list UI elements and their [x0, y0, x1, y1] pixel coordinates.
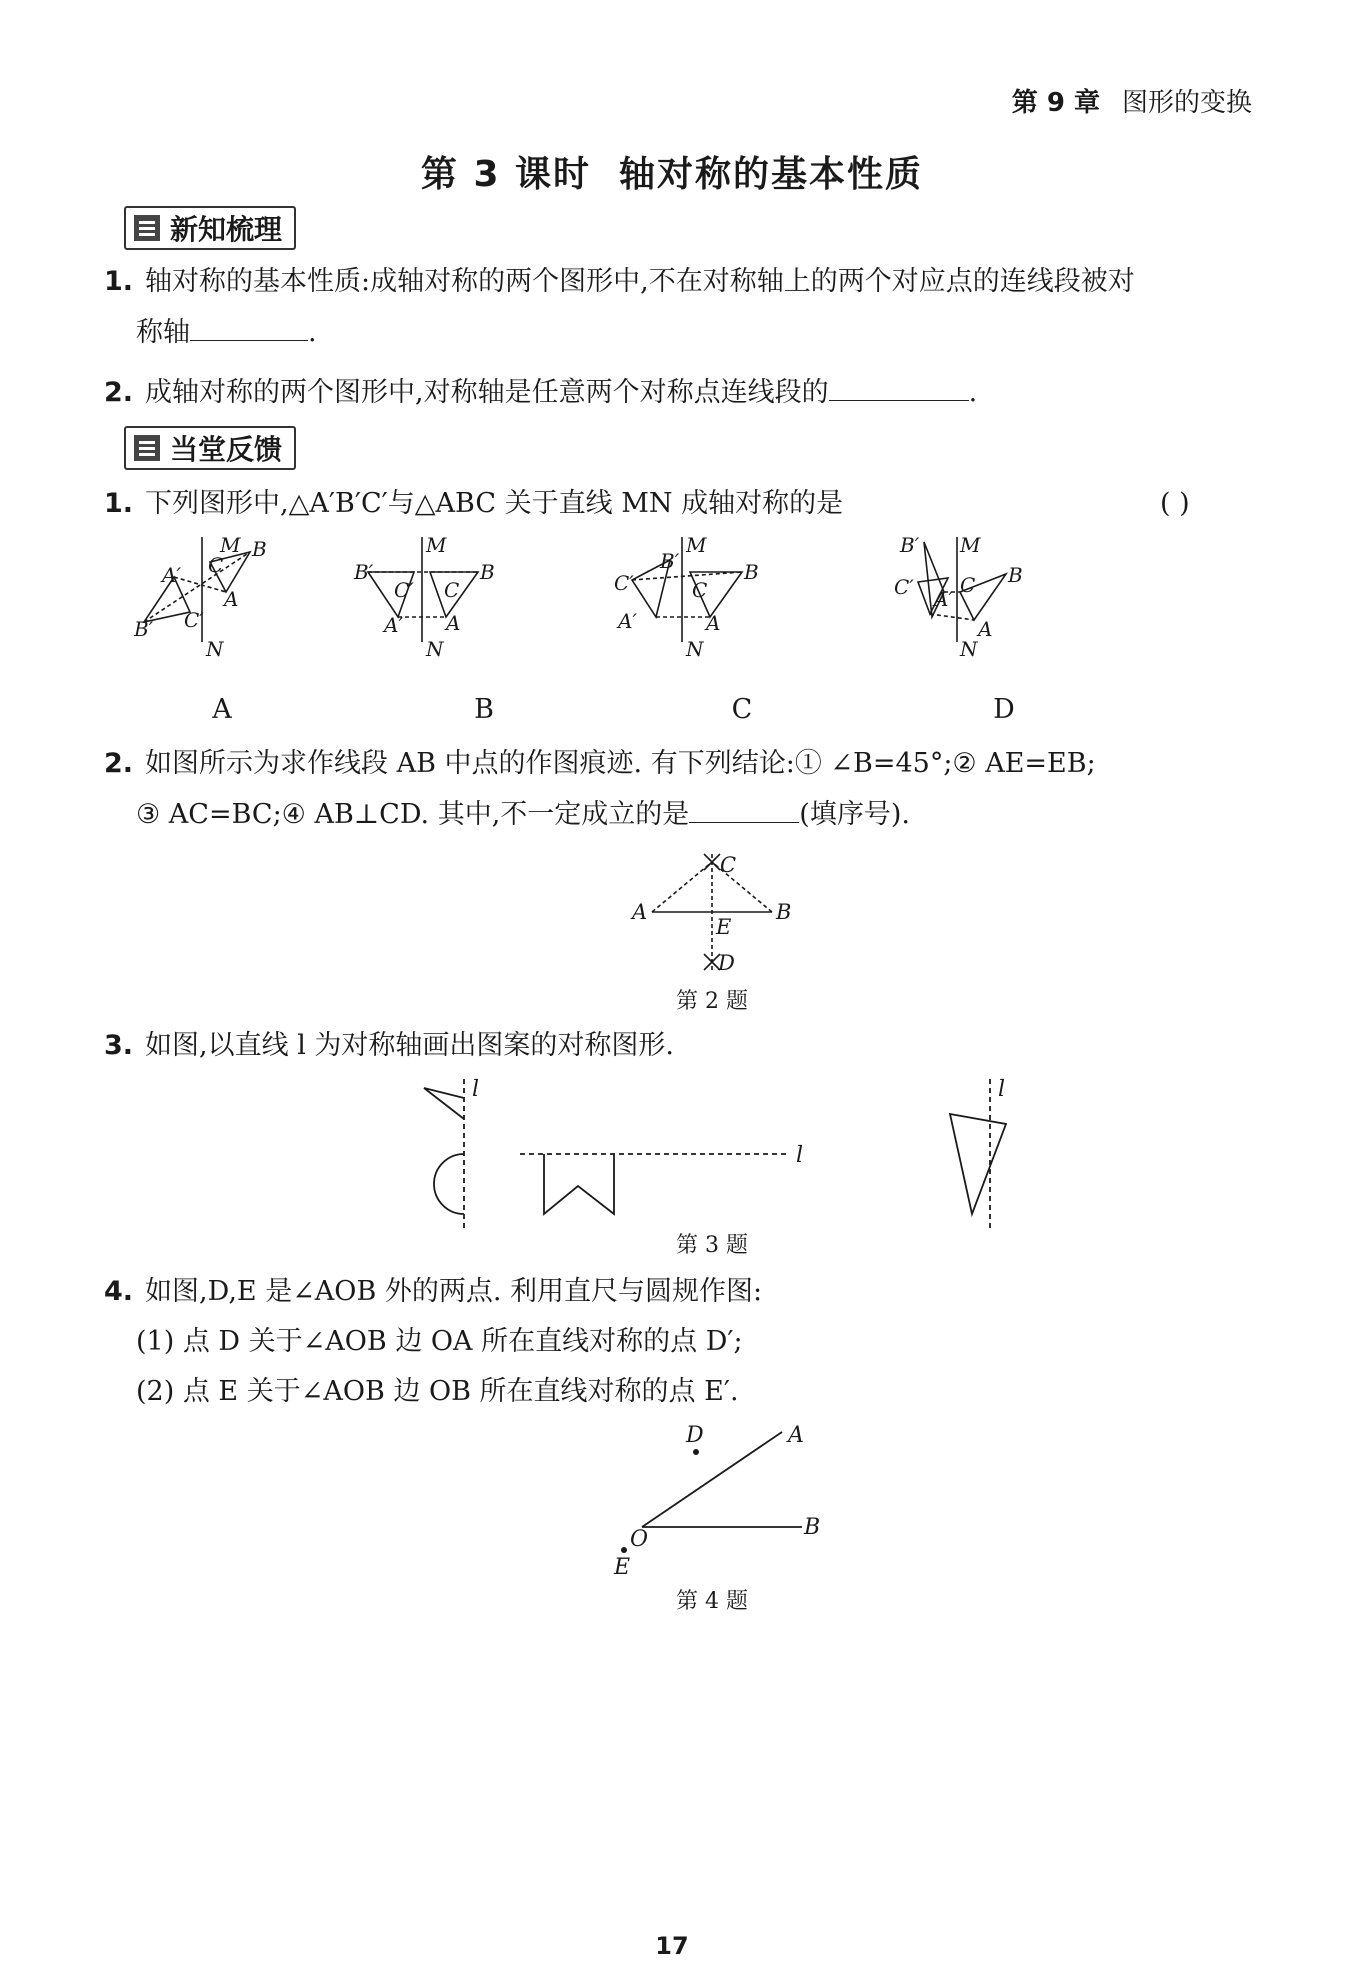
item-text: 轴对称的基本性质:成轴对称的两个图形中,不在对称轴上的两个对应点的连线段被对	[145, 266, 1135, 297]
pt-C-a: C	[208, 553, 224, 577]
answer-blank[interactable]	[190, 312, 308, 341]
item-text: .	[968, 377, 978, 408]
knowledge-item-2	[104, 372, 977, 413]
pt-M-b: M	[426, 533, 447, 557]
question-4-sub1: (1) 点 D 关于∠AOB 边 OA 所在直线对称的点 D′;	[136, 1326, 743, 1357]
pencil-icon	[134, 435, 160, 461]
pt-C1-c: C′	[614, 571, 634, 595]
question-number: 2.	[104, 748, 134, 779]
label-C: C	[720, 853, 737, 877]
pt-B-d: B	[1008, 563, 1023, 587]
chapter-label: 第 9 章	[1011, 88, 1100, 118]
pt-A1-b: A′	[384, 613, 403, 637]
page	[22, 22, 1322, 1960]
pt-M-a: M	[220, 533, 241, 557]
label-E: E	[614, 1555, 631, 1580]
question-number: 1.	[104, 488, 134, 519]
knowledge-item-1	[104, 262, 1284, 302]
section-header-feedback	[124, 426, 296, 470]
pt-B1-d: B′	[900, 533, 920, 557]
pt-C1-d: C′	[894, 575, 914, 599]
question-text: ③ AC=BC;④ AB⊥CD. 其中,不一定成立的是	[136, 799, 690, 830]
item-number: 1.	[104, 266, 134, 297]
q4-figure	[592, 1422, 842, 1582]
notebook-icon	[134, 215, 160, 241]
pt-A-d: A	[978, 617, 993, 641]
lesson-title	[22, 146, 1322, 197]
pt-C-c: C	[692, 578, 708, 602]
answer-paren[interactable]: ( )	[1160, 488, 1190, 519]
question-text: 如图,D,E 是∠AOB 外的两点. 利用直尺与圆规作图:	[145, 1276, 763, 1307]
label-l-left: l	[472, 1077, 480, 1102]
chapter-topic: 图形的变换	[1121, 88, 1252, 118]
question-4	[104, 1272, 762, 1312]
question-number: 3.	[104, 1030, 134, 1061]
running-header	[1012, 82, 1252, 119]
q2-caption: 第 2 题	[676, 989, 748, 1014]
pt-N-a: N	[206, 637, 224, 661]
label-B: B	[804, 1515, 821, 1540]
label-A: A	[632, 900, 648, 924]
q2-figure	[622, 842, 802, 982]
label-l-middle: l	[796, 1143, 804, 1168]
option-a[interactable]: A	[212, 694, 232, 725]
page-number: 17	[655, 1932, 689, 1960]
pt-A-c: A	[706, 611, 721, 635]
pt-A1-a: A′	[162, 563, 181, 587]
lesson-number: 第 3 课时	[420, 154, 592, 195]
pt-M-c: M	[686, 533, 707, 557]
answer-blank[interactable]	[689, 794, 799, 823]
pt-N-c: N	[686, 637, 704, 661]
question-2-cont	[136, 794, 910, 835]
item-text: 成轴对称的两个图形中,对称轴是任意两个对称点连线段的	[145, 377, 829, 408]
option-b[interactable]: B	[474, 694, 494, 725]
question-text: 如图,以直线 l 为对称轴画出图案的对称图形.	[145, 1030, 675, 1061]
answer-blank[interactable]	[829, 372, 969, 401]
question-4-sub2: (2) 点 E 关于∠AOB 边 OB 所在直线对称的点 E′.	[136, 1376, 739, 1407]
label-D: D	[686, 1423, 704, 1448]
pt-A-b: A	[446, 611, 461, 635]
label-D: D	[718, 951, 735, 975]
pt-B-b: B	[480, 560, 495, 584]
q3-caption: 第 3 题	[676, 1233, 748, 1258]
q3-figures	[402, 1074, 1042, 1234]
q1-figures	[122, 532, 1122, 662]
option-c[interactable]: C	[731, 694, 753, 725]
question-number: 4.	[104, 1276, 134, 1307]
section-label: 当堂反馈	[170, 433, 283, 466]
pt-A1-d: A′	[934, 587, 953, 611]
pt-A1-c: A′	[618, 609, 637, 633]
question-3	[104, 1026, 674, 1066]
label-A: A	[788, 1423, 804, 1448]
section-label: 新知梳理	[170, 213, 283, 246]
question-text: 如图所示为求作线段 AB 中点的作图痕迹. 有下列结论:① ∠B=45°;② AE=EB;	[145, 748, 1096, 779]
knowledge-item-1-cont	[136, 312, 317, 353]
question-1	[104, 484, 843, 524]
item-number: 2.	[104, 377, 134, 408]
pt-C-d: C	[960, 573, 976, 597]
pt-C1-b: C′	[394, 578, 414, 602]
point-E	[621, 1547, 627, 1553]
pt-B1-b: B′	[354, 560, 374, 584]
pt-B-a: B	[252, 537, 267, 561]
pt-N-b: N	[426, 637, 444, 661]
point-D	[693, 1449, 699, 1455]
option-d[interactable]: D	[993, 694, 1015, 725]
pt-B-c: B	[744, 560, 759, 584]
pt-N-d: N	[960, 637, 978, 661]
item-text: .	[308, 317, 317, 348]
pt-C-b: C	[444, 578, 460, 602]
pt-B1-a: B′	[134, 617, 154, 641]
label-l-right: l	[998, 1077, 1006, 1102]
q4-caption: 第 4 题	[676, 1589, 748, 1614]
label-O: O	[630, 1527, 649, 1552]
pt-B1-c: B′	[660, 549, 680, 573]
question-text: (填序号).	[799, 799, 910, 830]
question-2	[104, 744, 1294, 784]
pt-C1-a: C′	[184, 608, 204, 632]
item-text: 称轴	[136, 317, 190, 348]
section-header-new-knowledge	[124, 206, 296, 250]
label-E: E	[716, 915, 732, 939]
pt-A-a: A	[224, 587, 239, 611]
question-text: 下列图形中,△A′B′C′与△ABC 关于直线 MN 成轴对称的是	[145, 488, 844, 519]
lesson-name: 轴对称的基本性质	[619, 154, 924, 195]
label-B: B	[776, 900, 792, 924]
pt-M-d: M	[960, 533, 981, 557]
